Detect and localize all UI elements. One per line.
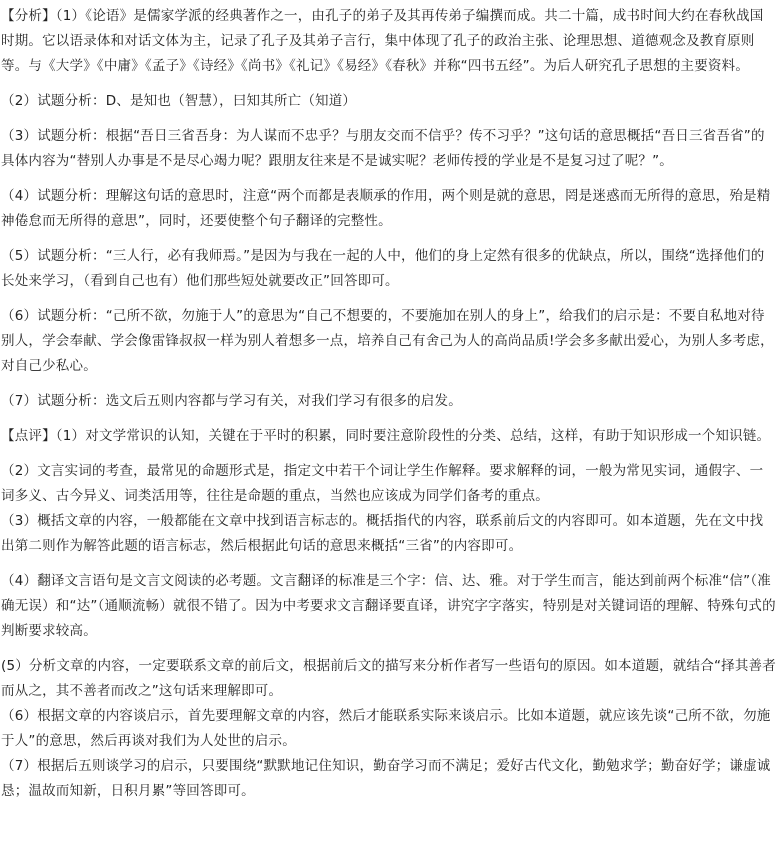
analysis-paragraph-3: （3）试题分析：根据“吾日三省吾身：为人谋而不忠乎？与朋友交而不信乎？传不习乎？”这句话的意思概括“吾日三省吾省”的具体内容为“替别人办事是不是尽心竭力呢？跟朋友往来是不是诚实呢？老师传授的学业是不是复习过了呢？”。 <box>1 128 765 169</box>
analysis-paragraph-2: （2）试题分析：D、是知也（智慧），曰知其所亡（知道） <box>1 93 357 109</box>
comment-paragraph-6: （6）根据文章的内容谈启示，首先要理解文章的内容，然后才能联系实际来谈启示。比如本道题，就应该先谈“己所不欲，勿施于人”的意思，然后再谈对我们为人处世的启示。 <box>1 708 771 749</box>
comment-paragraph-7: （7）根据后五则谈学习的启示，只要围绕“默默地记住知识，勤奋学习而不满足；爱好古代文化，勤勉求学；勤奋好学；谦虚诚恳；温故而知新，日积月累”等回答即可。 <box>1 758 771 799</box>
comment-paragraph-1: 【点评】（1）对文学常识的认知，关键在于平时的积累，同时要注意阶段性的分类、总结，这样，有助于知识形成一个知识链。 <box>1 428 771 444</box>
analysis-paragraph-1: 【分析】（1）《论语》是儒家学派的经典著作之一，由孔子的弟子及其再传弟子编撰而成。共二十篇，成书时间大约在春秋战国时期。它以语录体和对话文体为主，记录了孔子及其弟子言行，集中体现了孔子的政治主张、论理思想、道德观念及教育原则等。与《大学》《中庸》《孟子》《诗经》《尚书》《礼记》《易经》《春秋》并称“四书五经”。为后人研究孔子思想的主要资料。 <box>1 8 764 74</box>
comment-paragraph-2: （2）文言实词的考查，最常见的命题形式是，指定文中若干个词让学生作解释。要求解释的词，一般为常见实词，通假字、一词多义、古今异义、词类活用等，往往是命题的重点，当然也应该成为同学们备考的重点。 <box>1 463 764 504</box>
analysis-paragraph-4: （4）试题分析：理解这句话的意思时，注意“两个而都是表顺承的作用，两个则是就的意思，罔是迷惑而无所得的意思，殆是精神倦怠而无所得的意思”，同时，还要使整个句子翻译的完整性。 <box>1 188 771 229</box>
comment-paragraph-5: (5）分析文章的内容，一定要联系文章的前后文，根据前后文的描写来分析作者写一些语句的原因。如本道题，就结合“择其善者而从之，其不善者而改之”这句话来理解即可。 <box>1 658 776 699</box>
analysis-paragraph-5: （5）试题分析：“三人行，必有我师焉。”是因为与我在一起的人中，他们的身上定然有很多的优缺点，所以，围绕“选择他们的长处来学习，（看到自己也有）他们那些短处就要改正”回答即可。 <box>1 248 765 289</box>
comment-paragraph-4: （4）翻译文言语句是文言文阅读的必考题。文言翻译的标准是三个字：信、达、雅。对于学生而言，能达到前两个标准“信”（准确无误）和“达”（通顺流畅）就很不错了。因为中考要求文言翻译要直译，讲究字字落实，特别是对关键词语的理解、特殊句式的判断要求较高。 <box>1 573 776 639</box>
analysis-paragraph-7: （7）试题分析：选文后五则内容都与学习有关，对我们学习有很多的启发。 <box>1 393 462 409</box>
analysis-paragraph-6: （6）试题分析：“己所不欲，勿施于人”的意思为“自己不想要的，不要施加在别人的身上”，给我们的启示是：不要自私地对待别人，学会奉献、学会像雷锋叔叔一样为别人着想多一点，培养自己有舍己为人的高尚品质!学会多多献出爱心，为别人多考虑，对自己少私心。 <box>1 308 774 374</box>
comment-paragraph-3: （3）概括文章的内容，一般都能在文章中找到语言标志的。概括指代的内容，联系前后文的内容即可。如本道题，先在文中找出第二则作为解答此题的语言标志，然后根据此句话的意思来概括“三省”的内容即可。 <box>1 513 764 554</box>
